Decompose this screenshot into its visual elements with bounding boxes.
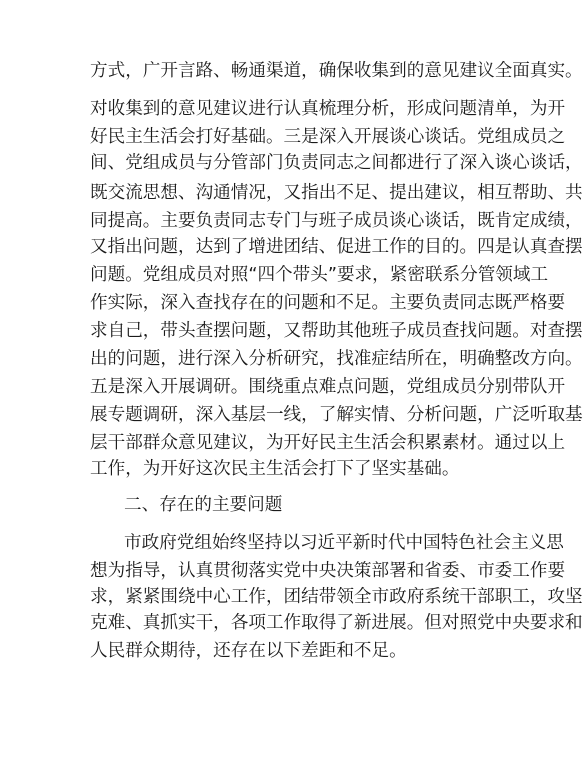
- text-line: 好民主生活会打好基础。三是深入开展谈心谈话。党组成员之: [90, 127, 566, 147]
- text-line: 同提高。主要负责同志专门与班子成员谈心谈话，既肯定成绩，: [90, 211, 583, 231]
- text-line: 出的问题，进行深入分析研究，找准症结所在，明确整改方向。: [90, 349, 583, 369]
- text-line: 既交流思想、沟通情况，又指出不足、提出建议，相互帮助、共: [90, 183, 583, 203]
- text-line: 又指出问题，达到了增进团结、促进工作的目的。四是认真查摆: [90, 237, 583, 257]
- text-line: 间、党组成员与分管部门负责同志之间都进行了深入谈心谈话，: [90, 153, 583, 173]
- text-line: 方式，广开言路、畅通渠道，确保收集到的意见建议全面真实。: [90, 61, 583, 81]
- text-line: 求自己，带头查摆问题，又帮助其他班子成员查找问题。对查摆: [90, 321, 583, 341]
- text-line: 工作，为开好这次民主生活会打下了坚实基础。: [90, 459, 460, 479]
- text-line: 求，紧紧围绕中心工作，团结带领全市政府系统干部职工，攻坚: [90, 587, 583, 607]
- text-line: 展专题调研，深入基层一线，了解实情、分析问题，广泛听取基: [90, 405, 583, 425]
- text-line: 对收集到的意见建议进行认真梳理分析，形成问题清单，为开: [90, 99, 566, 119]
- text-line: 作实际，深入查找存在的问题和不足。主要负责同志既严格要: [90, 293, 566, 313]
- text-line: 克难、真抓实干，各项工作取得了新进展。但对照党中央要求和: [90, 613, 583, 633]
- text-line: 市政府党组始终坚持以习近平新时代中国特色社会主义思: [124, 533, 564, 553]
- text-line: 问题。党组成员对照“四个带头”要求，紧密联系分管领域工: [90, 265, 549, 285]
- text-line: 层干部群众意见建议，为开好民主生活会积累素材。通过以上: [90, 433, 566, 453]
- text-line: 五是深入开展调研。围绕重点难点问题，党组成员分别带队开: [90, 377, 566, 397]
- text-line: 想为指导，认真贯彻落实党中央决策部署和省委、市委工作要: [90, 561, 566, 581]
- text-line: 人民群众期待，还存在以下差距和不足。: [90, 641, 407, 661]
- section-heading: 二、存在的主要问题: [124, 495, 283, 515]
